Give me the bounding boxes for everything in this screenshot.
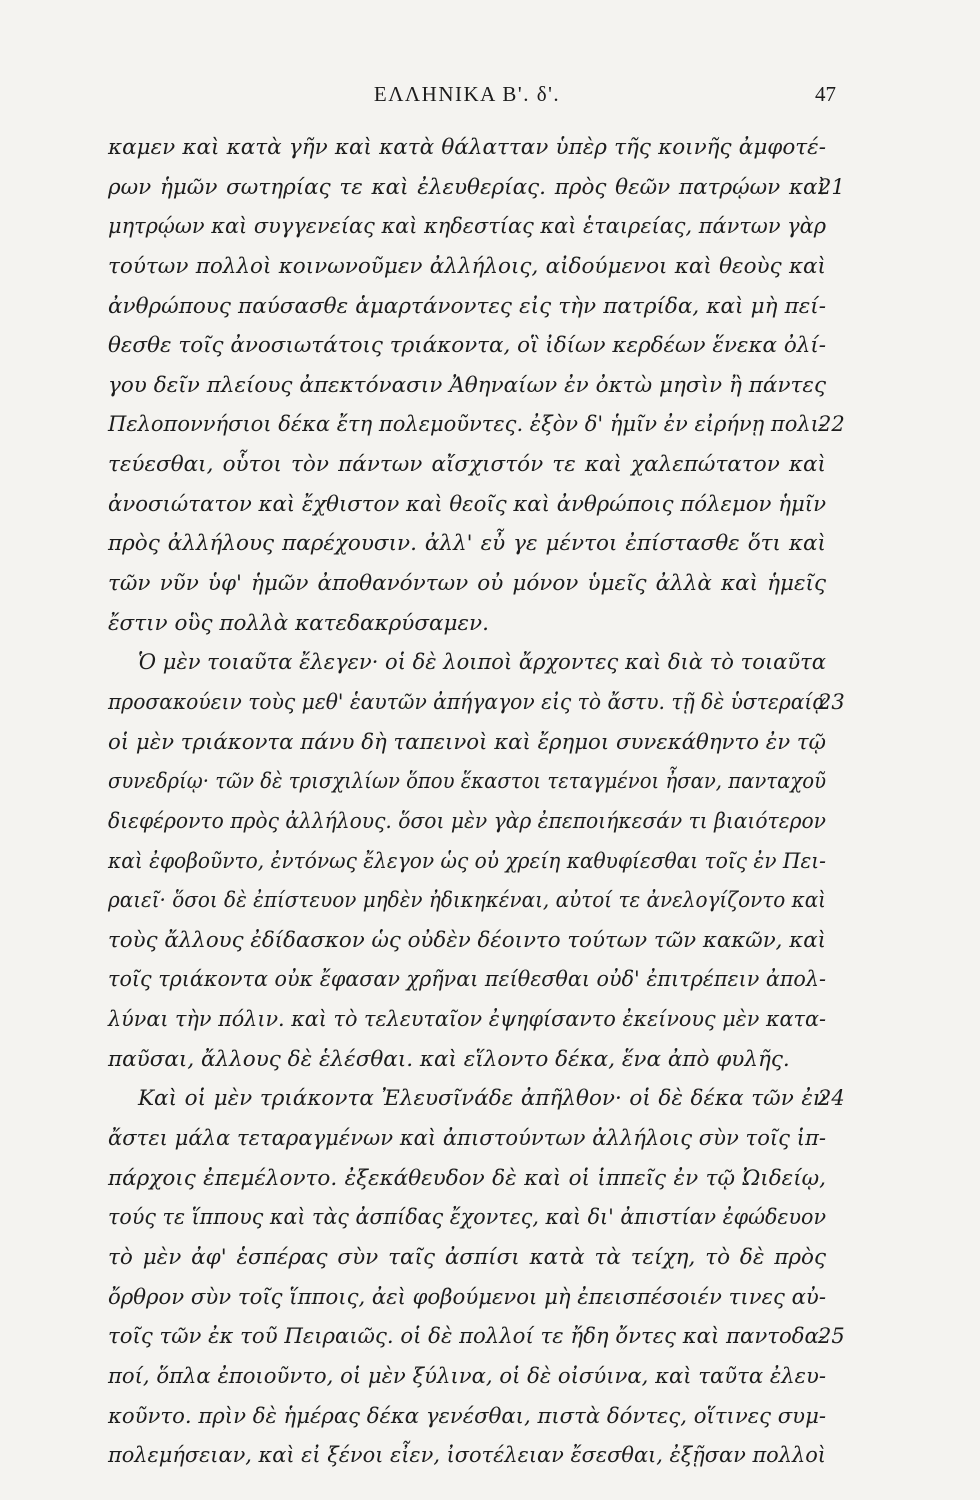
text-line — [108, 1000, 826, 1040]
text-line — [108, 1436, 826, 1476]
line-text: ρων ἡμῶν σωτηρίας τε καὶ ἐλευθερίας. πρὸς θεῶν πατρῴων καὶ — [108, 174, 826, 200]
line-text: ἔστιν οὓς πολλὰ κατεδακρύσαμεν. — [108, 610, 489, 636]
text-line — [108, 1119, 826, 1159]
line-text: τοὺς ἄλλους ἐδίδασκον ὡς οὐδὲν δέοιντο τούτων τῶν κακῶν, καὶ — [108, 927, 826, 953]
line-text: τούς τε ἵππους καὶ τὰς ἀσπίδας ἔχοντες, καὶ δι' ἀπιστίαν ἐφώδευον — [108, 1205, 826, 1231]
text-line — [108, 366, 826, 406]
line-text: γου δεῖν πλείους ἀπεκτόνασιν Ἀθηναίων ἐν ὀκτὼ μησὶν ἢ πάντες — [108, 372, 826, 398]
body-text — [108, 128, 845, 1476]
line-text: ὄρθρον σὺν τοῖς ἵπποις, ἀεὶ φοβούμενοι μὴ ἐπεισπέσοιέν τινες αὐ- — [108, 1284, 826, 1310]
text-line — [108, 1079, 845, 1119]
line-text: ποί, ὅπλα ἐποιοῦντο, οἱ μὲν ξύλινα, οἱ δὲ οἰσύινα, καὶ ταῦτα ἐλευ- — [108, 1363, 826, 1389]
line-text: πολεμήσειαν, καὶ εἰ ξένοι εἶεν, ἰσοτέλειαν ἔσεσθαι, ἐξῇσαν πολλοὶ — [108, 1443, 826, 1469]
section-number: 24 — [818, 1086, 845, 1111]
line-text: ἀνοσιώτατον καὶ ἔχθιστον καὶ θεοῖς καὶ ἀνθρώποις πόλεμον ἡμῖν — [108, 491, 826, 517]
line-text: ραιεῖ· ὅσοι δὲ ἐπίστευον μηδὲν ἠδικηκέναι, αὐτοί τε ἀνελογίζοντο καὶ — [108, 888, 826, 914]
line-text: διεφέροντο πρὸς ἀλλήλους. ὅσοι μὲν γὰρ ἐπεποιήκεσάν τι βιαιότερον — [108, 808, 826, 834]
page-number: 47 — [815, 82, 836, 106]
line-text: θεσθε τοῖς ἀνοσιωτάτοις τριάκοντα, οἳ ἰδίων κερδέων ἕνεκα ὀλί- — [108, 333, 826, 359]
line-text: λύναι τὴν πόλιν. καὶ τὸ τελευταῖον ἐψηφίσαντο ἐκείνους μὲν κατα- — [108, 1007, 826, 1033]
line-text: τεύεσθαι, οὗτοι τὸν πάντων αἴσχιστόν τε καὶ χαλεπώτατον καὶ — [108, 452, 826, 478]
text-line — [108, 564, 826, 604]
text-line — [108, 1040, 826, 1080]
text-line — [108, 1317, 845, 1357]
text-line — [108, 723, 826, 763]
line-text: τῶν νῦν ὑφ' ἡμῶν ἀποθανόντων οὐ μόνον ὑμεῖς ἀλλὰ καὶ ἡμεῖς — [108, 571, 826, 597]
page-header — [108, 82, 836, 112]
text-line — [108, 287, 826, 327]
text-line — [108, 1278, 826, 1318]
text-line — [108, 247, 826, 287]
text-line — [108, 1198, 826, 1238]
running-title: ΕΛΛΗΝΙΚΑ Β'. δ'. — [373, 82, 561, 106]
line-text: τοῖς τριάκοντα οὐκ ἔφασαν χρῆναι πείθεσθαι οὐδ' ἐπιτρέπειν ἀπολ- — [108, 967, 826, 993]
line-text: τὸ μὲν ἀφ' ἑσπέρας σὺν ταῖς ἀσπίσι κατὰ τὰ τείχη, τὸ δὲ πρὸς — [108, 1244, 826, 1270]
text-line — [108, 1159, 826, 1199]
text-line — [108, 524, 826, 564]
text-line — [108, 960, 826, 1000]
line-text: μητρῴων καὶ συγγενείας καὶ κηδεστίας καὶ ἑταιρείας, πάντων γὰρ — [108, 214, 826, 240]
line-text: πρὸς ἀλλήλους παρέχουσιν. ἀλλ' εὖ γε μέντοι ἐπίστασθε ὅτι καὶ — [108, 531, 826, 557]
text-line — [108, 842, 826, 882]
text-line — [108, 802, 826, 842]
line-text: παῦσαι, ἄλλους δὲ ἑλέσθαι. καὶ εἵλοντο δέκα, ἕνα ἀπὸ φυλῆς. — [108, 1046, 790, 1072]
line-text: συνεδρίῳ· τῶν δὲ τρισχιλίων ὅπου ἕκαστοι τεταγμένοι ἦσαν, πανταχοῦ — [108, 769, 826, 795]
text-line — [108, 762, 826, 802]
section-number: 21 — [818, 174, 845, 199]
text-line — [108, 405, 845, 445]
text-line — [108, 1238, 826, 1278]
section-number: 22 — [818, 412, 845, 437]
line-text: τούτων πολλοὶ κοινωνοῦμεν ἀλλήλοις, αἰδούμενοι καὶ θεοὺς καὶ — [108, 253, 826, 279]
section-number: 23 — [818, 689, 845, 714]
text-line — [108, 1357, 826, 1397]
line-text: Ὁ μὲν τοιαῦτα ἔλεγεν· οἱ δὲ λοιποὶ ἄρχοντες καὶ διὰ τὸ τοιαῦτα — [138, 650, 826, 676]
text-line — [108, 683, 845, 723]
text-line — [108, 207, 826, 247]
line-text: πάρχοις ἐπεμέλοντο. ἐξεκάθευδον δὲ καὶ οἱ ἱππεῖς ἐν τῷ Ὠιδείῳ, — [108, 1165, 826, 1191]
line-text: Πελοποννήσιοι δέκα ἔτη πολεμοῦντες. ἐξὸν δ' ἡμῖν ἐν εἰρήνῃ πολι- — [108, 412, 826, 438]
line-text: τοῖς τῶν ἐκ τοῦ Πειραιῶς. οἱ δὲ πολλοί τε ἤδη ὄντες καὶ παντοδα- — [108, 1324, 826, 1350]
text-line — [108, 128, 826, 168]
line-text: Καὶ οἱ μὲν τριάκοντα Ἐλευσῖνάδε ἀπῆλθον· οἱ δὲ δέκα τῶν ἐν — [138, 1086, 826, 1112]
line-text: προσακούειν τοὺς μεθ' ἑαυτῶν ἀπήγαγον εἰς τὸ ἄστυ. τῇ δὲ ὑστεραίᾳ — [108, 689, 826, 715]
line-text: ἄστει μάλα τεταραγμένων καὶ ἀπιστούντων ἀλλήλοις σὺν τοῖς ἱπ- — [108, 1126, 826, 1152]
line-text: οἱ μὲν τριάκοντα πάνυ δὴ ταπεινοὶ καὶ ἔρημοι συνεκάθηντο ἐν τῷ — [108, 729, 826, 755]
line-text: καὶ ἐφοβοῦντο, ἐντόνως ἔλεγον ὡς οὐ χρείη καθυφίεσθαι τοῖς ἐν Πει- — [108, 848, 826, 874]
line-text: ἀνθρώπους παύσασθε ἁμαρτάνοντες εἰς τὴν πατρίδα, καὶ μὴ πεί- — [108, 293, 826, 319]
line-text: καμεν καὶ κατὰ γῆν καὶ κατὰ θάλατταν ὑπὲρ τῆς κοινῆς ἀμφοτέ- — [108, 135, 826, 160]
line-text: κοῦντο. πρὶν δὲ ἡμέρας δέκα γενέσθαι, πιστὰ δόντες, οἵτινες συμ- — [108, 1403, 826, 1429]
text-line — [108, 881, 826, 921]
text-line — [108, 643, 826, 683]
section-number: 25 — [818, 1324, 845, 1349]
text-line — [108, 326, 826, 366]
text-line — [108, 604, 826, 644]
text-line — [108, 445, 826, 485]
text-line — [108, 1397, 826, 1437]
text-line — [108, 485, 826, 525]
text-line — [108, 168, 845, 208]
text-line — [108, 921, 826, 961]
